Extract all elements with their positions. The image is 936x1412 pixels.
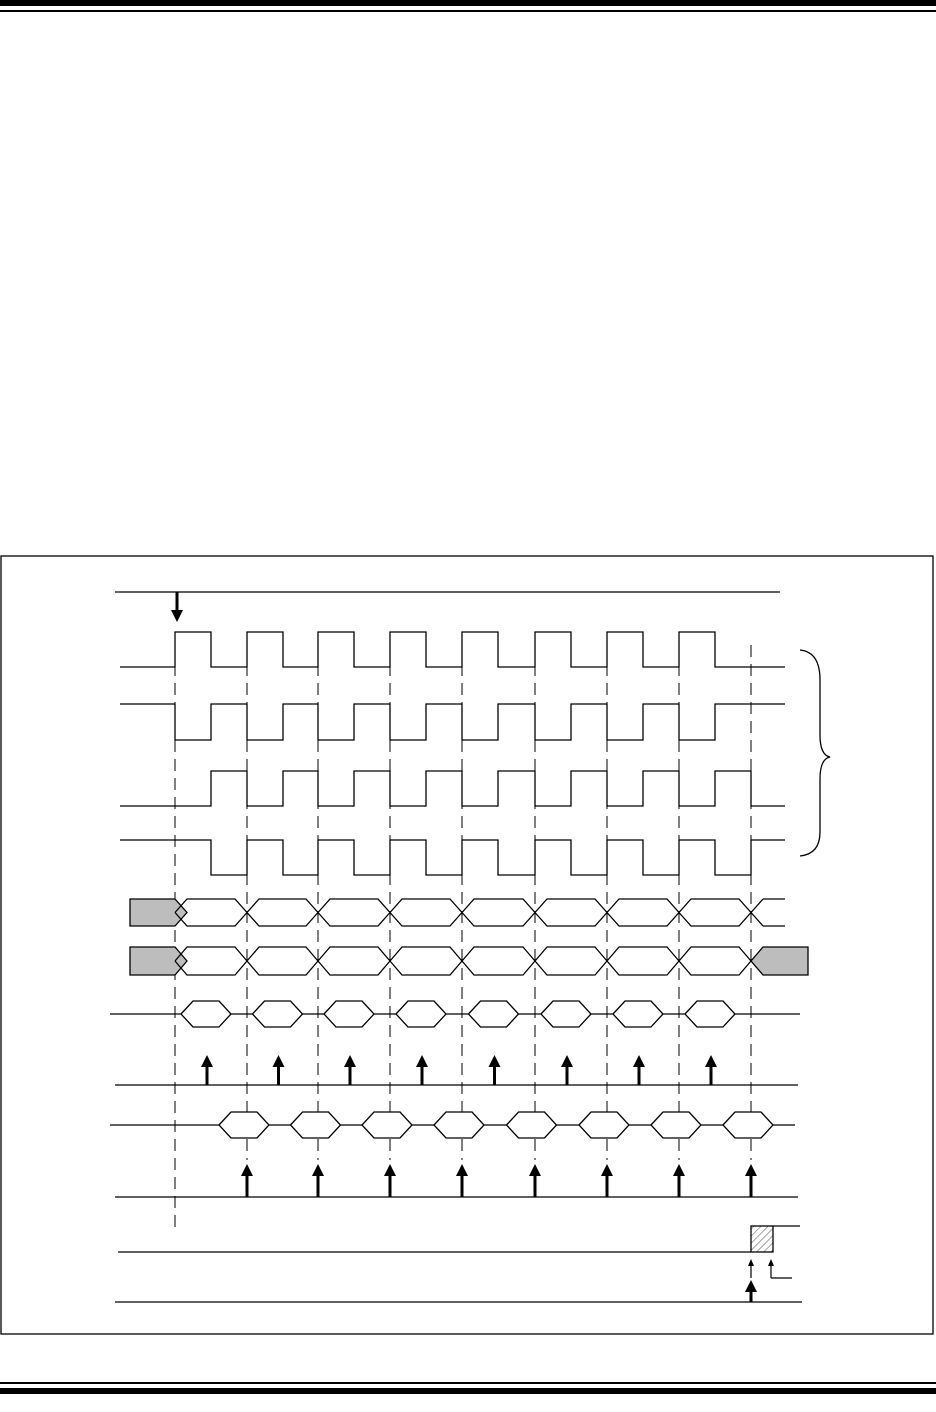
sample-strobe-arrow <box>489 1055 501 1085</box>
data-bus-2-idle-end <box>751 947 808 975</box>
sample-strobe-arrow <box>416 1055 428 1085</box>
diagram-frame <box>1 556 933 1334</box>
sampled-data-delayed-segment <box>219 1112 269 1138</box>
sample-strobe-delayed-arrow <box>601 1164 613 1197</box>
sampled-data-delayed-segment <box>507 1112 557 1138</box>
data-bus-2 <box>175 947 751 975</box>
sampled-data-delayed-segment <box>362 1112 412 1138</box>
data-bus-1-tail <box>751 899 763 913</box>
sampled-data-delayed-segment <box>291 1112 341 1138</box>
sampled-data-delayed-segment <box>434 1112 484 1138</box>
clock-phase-3 <box>120 771 785 806</box>
sample-strobe-arrow <box>561 1055 573 1085</box>
sampled-data-segment <box>253 1001 303 1027</box>
sampled-data-segment <box>324 1001 374 1027</box>
sampled-data-segment <box>685 1001 735 1027</box>
sample-strobe-delayed-arrow <box>312 1164 324 1197</box>
data-bus-1-tail <box>751 913 763 927</box>
data-bus-1-idle-start <box>130 899 187 926</box>
sample-strobe-arrow <box>273 1055 285 1085</box>
sample-strobe-delayed-arrow <box>529 1164 541 1197</box>
delay-marker <box>748 1259 792 1278</box>
sample-strobe-delayed-arrow <box>241 1164 253 1197</box>
sample-strobe-delayed-arrow <box>745 1164 757 1197</box>
sampled-data-delayed-segment <box>651 1112 701 1138</box>
sample-strobe-arrow <box>201 1055 213 1085</box>
sampled-data-delayed-segment <box>579 1112 629 1138</box>
footer-rule <box>0 1380 936 1410</box>
sample-strobe-delayed-arrow <box>673 1164 685 1197</box>
clock-phase-4 <box>120 840 785 875</box>
sampled-data-segment <box>469 1001 519 1027</box>
flag-strobe-arrow <box>745 1280 757 1302</box>
data-bus-2-idle-start <box>130 947 187 975</box>
sampled-data-segment <box>396 1001 446 1027</box>
brace <box>800 650 830 856</box>
sample-strobe-delayed-arrow <box>456 1164 468 1197</box>
data-bus-1 <box>175 899 751 926</box>
sample-strobe-arrow <box>705 1055 717 1085</box>
sample-strobe-arrow <box>344 1055 356 1085</box>
sampled-data-delayed-segment <box>723 1112 773 1138</box>
clock-phase-1 <box>120 632 785 667</box>
sampled-data-segment <box>181 1001 231 1027</box>
clock-phase-2 <box>120 704 785 740</box>
flag-hatched-window <box>751 1226 773 1252</box>
sample-strobe-delayed-arrow <box>384 1164 396 1197</box>
sampled-data-segment <box>613 1001 663 1027</box>
sample-strobe-arrow <box>633 1055 645 1085</box>
sampled-data-segment <box>541 1001 591 1027</box>
down-arrow-icon <box>171 592 183 622</box>
